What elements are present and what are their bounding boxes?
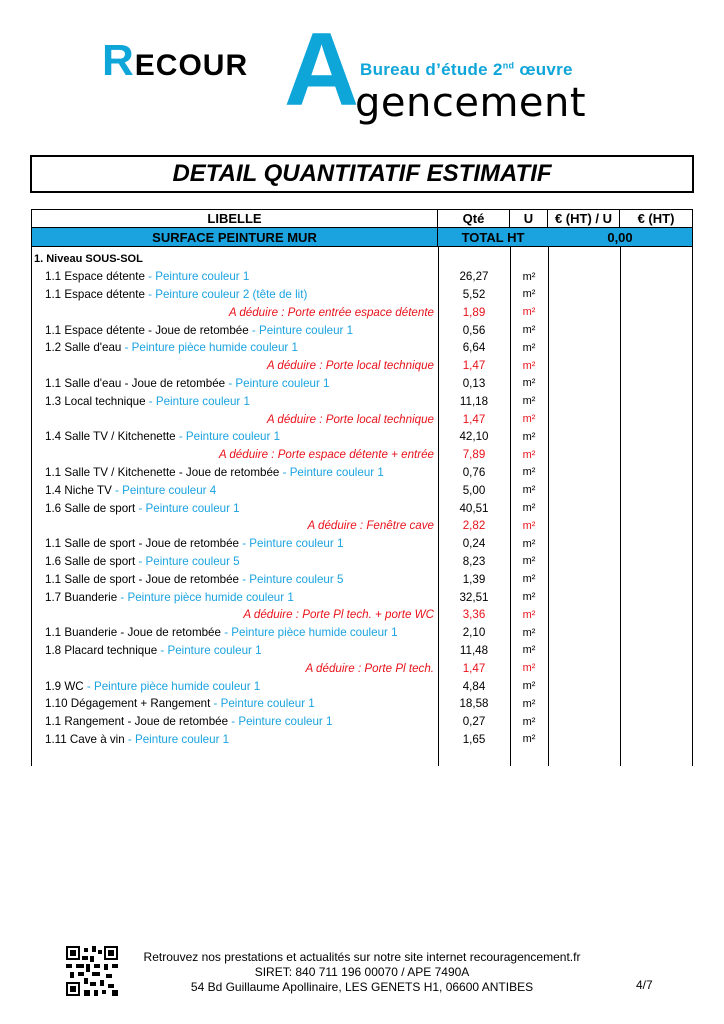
- table-row: [32, 570, 692, 588]
- deduction-row: [32, 517, 692, 535]
- row-quantity: 0,13: [462, 376, 486, 390]
- row-quantity: 18,58: [459, 697, 489, 711]
- row-label: [32, 430, 438, 443]
- table-row: [32, 286, 692, 304]
- row-room: 1.1 Espace détente - Joue de retombée: [45, 323, 249, 337]
- row-quantity: 3,36: [462, 608, 486, 622]
- table-row: [32, 695, 692, 713]
- row-label: [32, 680, 438, 693]
- row-unit: m²: [522, 502, 536, 515]
- row-room: 1.1 Salle de sport - Joue de retombée: [45, 537, 239, 551]
- row-finish: - Peinture couleur 2 (tête de lit): [144, 287, 308, 301]
- row-label: [32, 555, 438, 568]
- table-body: [32, 250, 692, 748]
- qr-code-icon: [66, 946, 118, 996]
- row-label: A déduire : Porte entrée espace détente: [228, 305, 434, 319]
- document-title: DETAIL QUANTITATIF ESTIMATIF: [172, 160, 552, 187]
- row-label: [32, 270, 438, 283]
- row-finish: - Peinture couleur 4: [111, 483, 217, 497]
- row-quantity: 42,10: [459, 430, 489, 444]
- header-unit: U: [510, 210, 548, 227]
- row-unit: m²: [522, 324, 536, 337]
- row-room: 1.6 Salle de sport: [45, 501, 136, 515]
- row-room: 1.8 Placard technique: [45, 643, 158, 657]
- row-room: 1.10 Dégagement + Rangement: [45, 697, 211, 711]
- row-quantity: 26,27: [459, 270, 489, 284]
- row-room: 1.3 Local technique: [45, 394, 146, 408]
- table-row: [32, 339, 692, 357]
- row-quantity: 1,47: [462, 661, 486, 675]
- row-label: [32, 626, 438, 639]
- deduction-row: [32, 410, 692, 428]
- row-unit: m²: [522, 448, 536, 461]
- row-quantity: 0,56: [462, 323, 486, 337]
- row-label: [32, 324, 438, 337]
- row-label: A déduire : Porte local technique: [266, 359, 434, 373]
- row-quantity: 40,51: [459, 501, 489, 515]
- row-quantity: 7,89: [462, 448, 486, 462]
- row-unit: m²: [522, 377, 536, 390]
- row-finish: - Peinture couleur 1: [144, 270, 250, 284]
- row-label: [32, 697, 438, 710]
- row-finish: - Peinture pièce humide couleur 1: [117, 590, 294, 604]
- logo-recour: [102, 36, 248, 86]
- logo-tagline-sup: nd: [502, 60, 515, 71]
- row-label: A déduire : Porte local technique: [266, 412, 434, 426]
- row-unit: m²: [522, 555, 536, 568]
- row-label: A déduire : Porte Pl tech.: [305, 661, 434, 675]
- logo-gencement: gencement: [355, 80, 587, 126]
- row-room: 1.2 Salle d'eau: [45, 341, 122, 355]
- row-unit: m²: [522, 644, 536, 657]
- row-unit: m²: [522, 573, 536, 586]
- document-title-box: [30, 155, 694, 193]
- table-row: [32, 321, 692, 339]
- row-finish: - Peinture couleur 1: [175, 430, 281, 444]
- section-label: SURFACE PEINTURE MUR: [32, 228, 438, 246]
- row-unit: m²: [522, 395, 536, 408]
- row-unit: m²: [522, 626, 536, 639]
- row-quantity: 6,64: [462, 341, 486, 355]
- row-unit: m²: [522, 733, 536, 746]
- row-quantity: 5,00: [462, 483, 486, 497]
- row-room: 1.4 Niche TV: [45, 483, 112, 497]
- row-unit: m²: [522, 359, 536, 372]
- row-finish: - Peinture couleur 1: [210, 697, 315, 711]
- row-finish: - Peinture couleur 1: [124, 732, 230, 746]
- row-quantity: 8,23: [462, 554, 486, 568]
- section-total-label: TOTAL HT: [461, 229, 525, 245]
- logo-tagline-end: œuvre: [514, 60, 573, 79]
- header-unit-price: € (HT) / U: [548, 210, 620, 227]
- row-finish: - Peinture couleur 1: [135, 501, 240, 515]
- row-room: 1.1 Salle d'eau - Joue de retombée: [45, 376, 226, 390]
- table-row: [32, 588, 692, 606]
- row-unit: m²: [522, 697, 536, 710]
- table-row: [32, 392, 692, 410]
- row-quantity: 1,39: [462, 572, 486, 586]
- header-total-ht: € (HT): [637, 211, 675, 226]
- section-header-row: [32, 228, 692, 247]
- row-room: 1.1 Salle de sport - Joue de retombée: [45, 572, 239, 586]
- row-unit: m²: [522, 288, 536, 301]
- row-quantity: 32,51: [459, 590, 489, 604]
- row-room: 1.1 Buanderie - Joue de retombée: [45, 626, 221, 640]
- row-finish: - Peinture couleur 1: [225, 376, 330, 390]
- page-number: 4/7: [636, 978, 653, 992]
- row-finish: - Peinture couleur 1: [228, 715, 333, 729]
- row-label: [32, 466, 438, 479]
- table-row: [32, 375, 692, 393]
- row-finish: - Peinture pièce humide couleur 1: [83, 679, 261, 693]
- row-label: [32, 591, 438, 604]
- row-label: A déduire : Fenêtre cave: [307, 519, 434, 533]
- row-unit: m²: [522, 537, 536, 550]
- row-label: [32, 484, 438, 497]
- company-logo: [0, 0, 724, 140]
- row-label: [32, 395, 438, 408]
- footer: [120, 950, 604, 995]
- logo-r-letter: R: [102, 36, 135, 85]
- table-row: [32, 731, 692, 749]
- level-title: 1. Niveau SOUS-SOL: [34, 252, 143, 265]
- row-label: [32, 341, 438, 354]
- row-label: [32, 644, 438, 657]
- row-quantity: 2,10: [462, 626, 486, 640]
- table-row: [32, 464, 692, 482]
- row-finish: - Peinture couleur 1: [145, 394, 250, 408]
- row-room: 1.4 Salle TV / Kitchenette: [45, 430, 176, 444]
- table-row: [32, 642, 692, 660]
- deduction-row: [32, 446, 692, 464]
- row-quantity: 4,84: [462, 679, 486, 693]
- level-row: [32, 250, 692, 268]
- header-qte: Qté: [438, 210, 510, 227]
- table-row: [32, 553, 692, 571]
- table-row: [32, 428, 692, 446]
- row-unit: m²: [522, 519, 536, 532]
- logo-big-a: A: [284, 12, 360, 128]
- deduction-row: [32, 659, 692, 677]
- row-finish: - Peinture couleur 1: [279, 465, 384, 479]
- table-row: [32, 624, 692, 642]
- row-quantity: 1,89: [462, 305, 486, 319]
- table-header-row: [32, 209, 692, 228]
- logo-tagline-text: Bureau d’étude 2: [360, 60, 503, 79]
- row-unit: m²: [522, 413, 536, 426]
- row-room: 1.7 Buanderie: [45, 590, 118, 604]
- table-row: [32, 268, 692, 286]
- logo-recour-text: ECOUR: [134, 49, 249, 82]
- table-row: [32, 535, 692, 553]
- row-unit: m²: [522, 591, 536, 604]
- row-label: [32, 537, 438, 550]
- logo-tagline: [360, 60, 573, 80]
- table-row: [32, 481, 692, 499]
- deduction-row: [32, 357, 692, 375]
- row-quantity: 1,47: [462, 412, 486, 426]
- row-label: [32, 288, 438, 301]
- section-total-value: 0,00: [607, 229, 633, 245]
- table-row: [32, 499, 692, 517]
- row-label: [32, 733, 438, 746]
- row-unit: m²: [522, 662, 536, 675]
- row-unit: m²: [522, 306, 536, 319]
- row-room: 1.1 Espace détente: [45, 270, 145, 284]
- row-finish: - Peinture couleur 1: [157, 643, 262, 657]
- row-quantity: 2,82: [462, 519, 486, 533]
- deduction-row: [32, 606, 692, 624]
- deduction-row: [32, 303, 692, 321]
- row-unit: m²: [522, 715, 536, 728]
- row-unit: m²: [522, 484, 536, 497]
- row-unit: m²: [522, 430, 536, 443]
- row-finish: - Peinture couleur 5: [135, 554, 240, 568]
- row-quantity: 0,24: [462, 537, 486, 551]
- table-row: [32, 677, 692, 695]
- row-quantity: 5,52: [462, 287, 486, 301]
- row-unit: m²: [522, 270, 536, 283]
- footer-address: 54 Bd Guillaume Apollinaire, LES GENETS H1, 06600 ANTIBES: [190, 980, 534, 994]
- row-finish: - Peinture couleur 1: [248, 323, 354, 337]
- row-unit: m²: [522, 608, 536, 621]
- row-label: A déduire : Porte espace détente + entrée: [218, 448, 434, 462]
- row-finish: - Peinture couleur 5: [239, 572, 344, 586]
- row-room: 1.1 Rangement - Joue de retombée: [45, 715, 229, 729]
- row-quantity: 11,18: [459, 394, 489, 408]
- row-finish: - Peinture pièce humide couleur 1: [220, 626, 398, 640]
- row-unit: m²: [522, 341, 536, 354]
- row-label: [32, 715, 438, 728]
- row-quantity: 0,76: [462, 465, 486, 479]
- row-unit: m²: [522, 466, 536, 479]
- header-libelle: LIBELLE: [32, 210, 438, 227]
- row-label: [32, 502, 438, 515]
- row-room: 1.6 Salle de sport: [45, 554, 136, 568]
- row-room: 1.9 WC: [45, 679, 84, 693]
- footer-website: Retrouvez nos prestations et actualités sur notre site internet recouragencement.fr: [143, 950, 581, 964]
- row-finish: - Peinture pièce humide couleur 1: [121, 341, 298, 355]
- row-quantity: 11,48: [459, 643, 489, 657]
- row-finish: - Peinture couleur 1: [239, 537, 344, 551]
- row-label: [32, 377, 438, 390]
- row-room: 1.1 Salle TV / Kitchenette - Joue de retombée: [45, 465, 280, 479]
- table-row: [32, 713, 692, 731]
- row-label: [32, 573, 438, 586]
- row-quantity: 1,47: [462, 359, 486, 373]
- row-room: 1.1 Espace détente: [45, 287, 145, 301]
- row-unit: m²: [522, 680, 536, 693]
- row-room: 1.11 Cave à vin: [45, 732, 125, 746]
- row-quantity: 1,65: [462, 732, 486, 746]
- row-label: A déduire : Porte Pl tech. + porte WC: [243, 608, 434, 622]
- quantity-table: [31, 209, 693, 766]
- row-quantity: 0,27: [462, 715, 486, 729]
- footer-siret: SIRET: 840 711 196 00070 / APE 7490A: [254, 965, 470, 979]
